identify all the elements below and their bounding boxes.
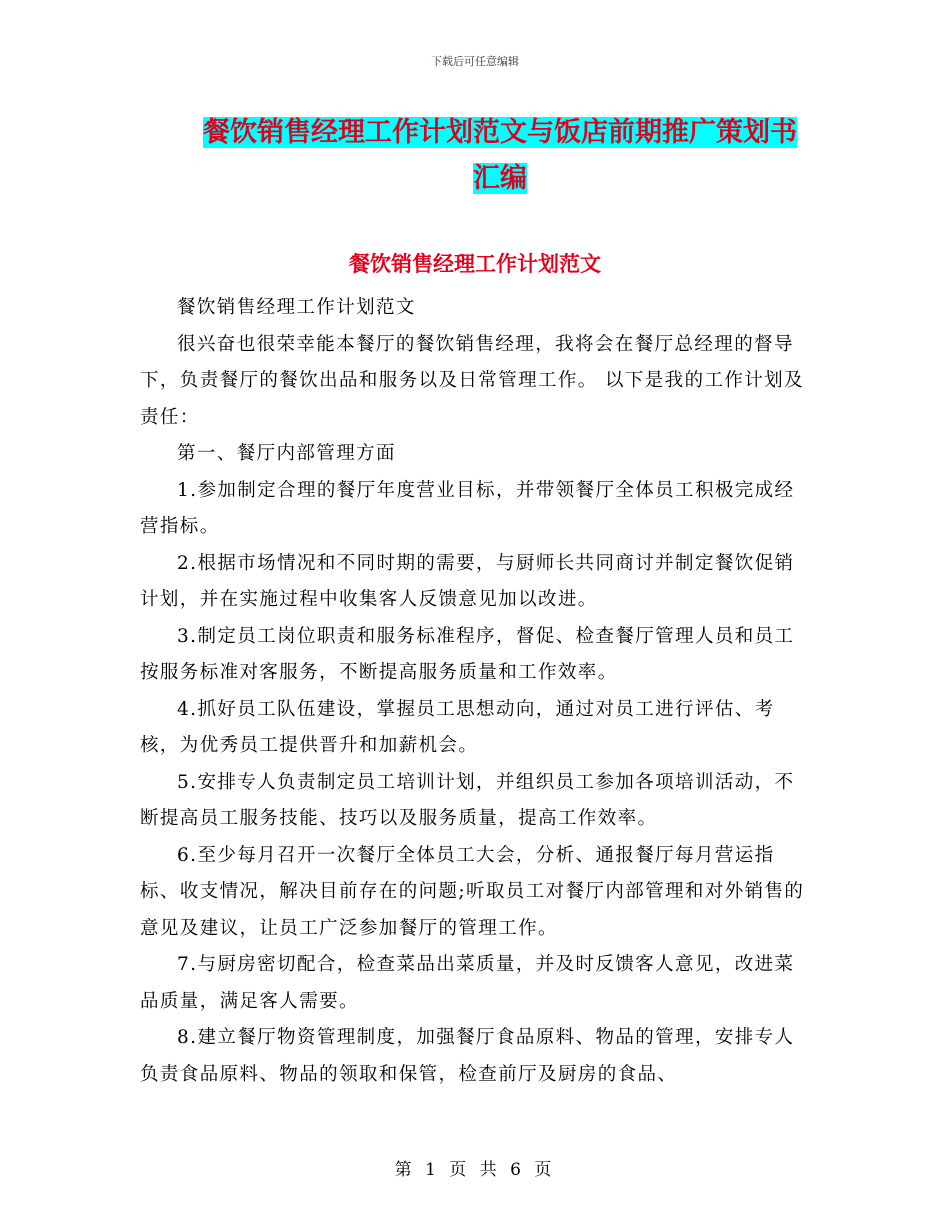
paragraph: 餐饮销售经理工作计划范文 [177,297,416,318]
document-title [190,110,810,202]
paragraph: 8.建立餐厅物资管理制度，加强餐厅食品原料、物品的管理，安排专人负责食品原料、物品的领取和保管，检查前厅及厨房的食品、 [140,1027,795,1085]
paragraph: 2.根据市场情况和不同时期的需要，与厨师长共同商讨并制定餐饮促销计划，并在实施过程中收集客人反馈意见加以改进。 [140,552,795,610]
paragraph: 6.至少每月召开一次餐厅全体员工大会，分析、通报餐厅每月营运指标、收支情况，解决目前存在的问题;听取员工对餐厅内部管理和对外销售的意见及建议，让员工广泛参加餐厅的管理工作。 [140,844,805,939]
paragraph: 很兴奋也很荣幸能本餐厅的餐饮销售经理，我将会在餐厅总经理的督导下，负责餐厅的餐饮出品和服务以及日常管理工作。 以下是我的工作计划及责任： [140,333,804,428]
paragraph: 5.安排专人负责制定员工培训计划，并组织员工参加各项培训活动，不断提高员工服务技能、技巧以及服务质量，提高工作效率。 [140,771,795,829]
document-title-text: 餐饮销售经理工作计划范文与饭店前期推广策划书汇编 [203,117,797,194]
page-header-note: 下载后可任意编辑 [431,55,519,68]
paragraph: 3.制定员工岗位职责和服务标准程序，督促、检查餐厅管理人员和员工按服务标准对客服务，不断提高服务质量和工作效率。 [140,625,795,683]
document-body [140,290,808,1093]
paragraph: 1.参加制定合理的餐厅年度营业目标，并带领餐厅全体员工积极完成经营指标。 [140,479,795,537]
paragraph: 第一、餐厅内部管理方面 [177,443,396,464]
paragraph: 4.抓好员工队伍建设，掌握员工思想动向，通过对员工进行评估、考核，为优秀员工提供晋升和加薪机会。 [140,698,775,756]
paragraph: 7.与厨房密切配合，检查菜品出菜质量，并及时反馈客人意见，改进菜品质量，满足客人需要。 [140,954,795,1012]
page-number: 第 1 页 共 6 页 [394,1160,556,1180]
section-title: 餐饮销售经理工作计划范文 [349,252,601,276]
